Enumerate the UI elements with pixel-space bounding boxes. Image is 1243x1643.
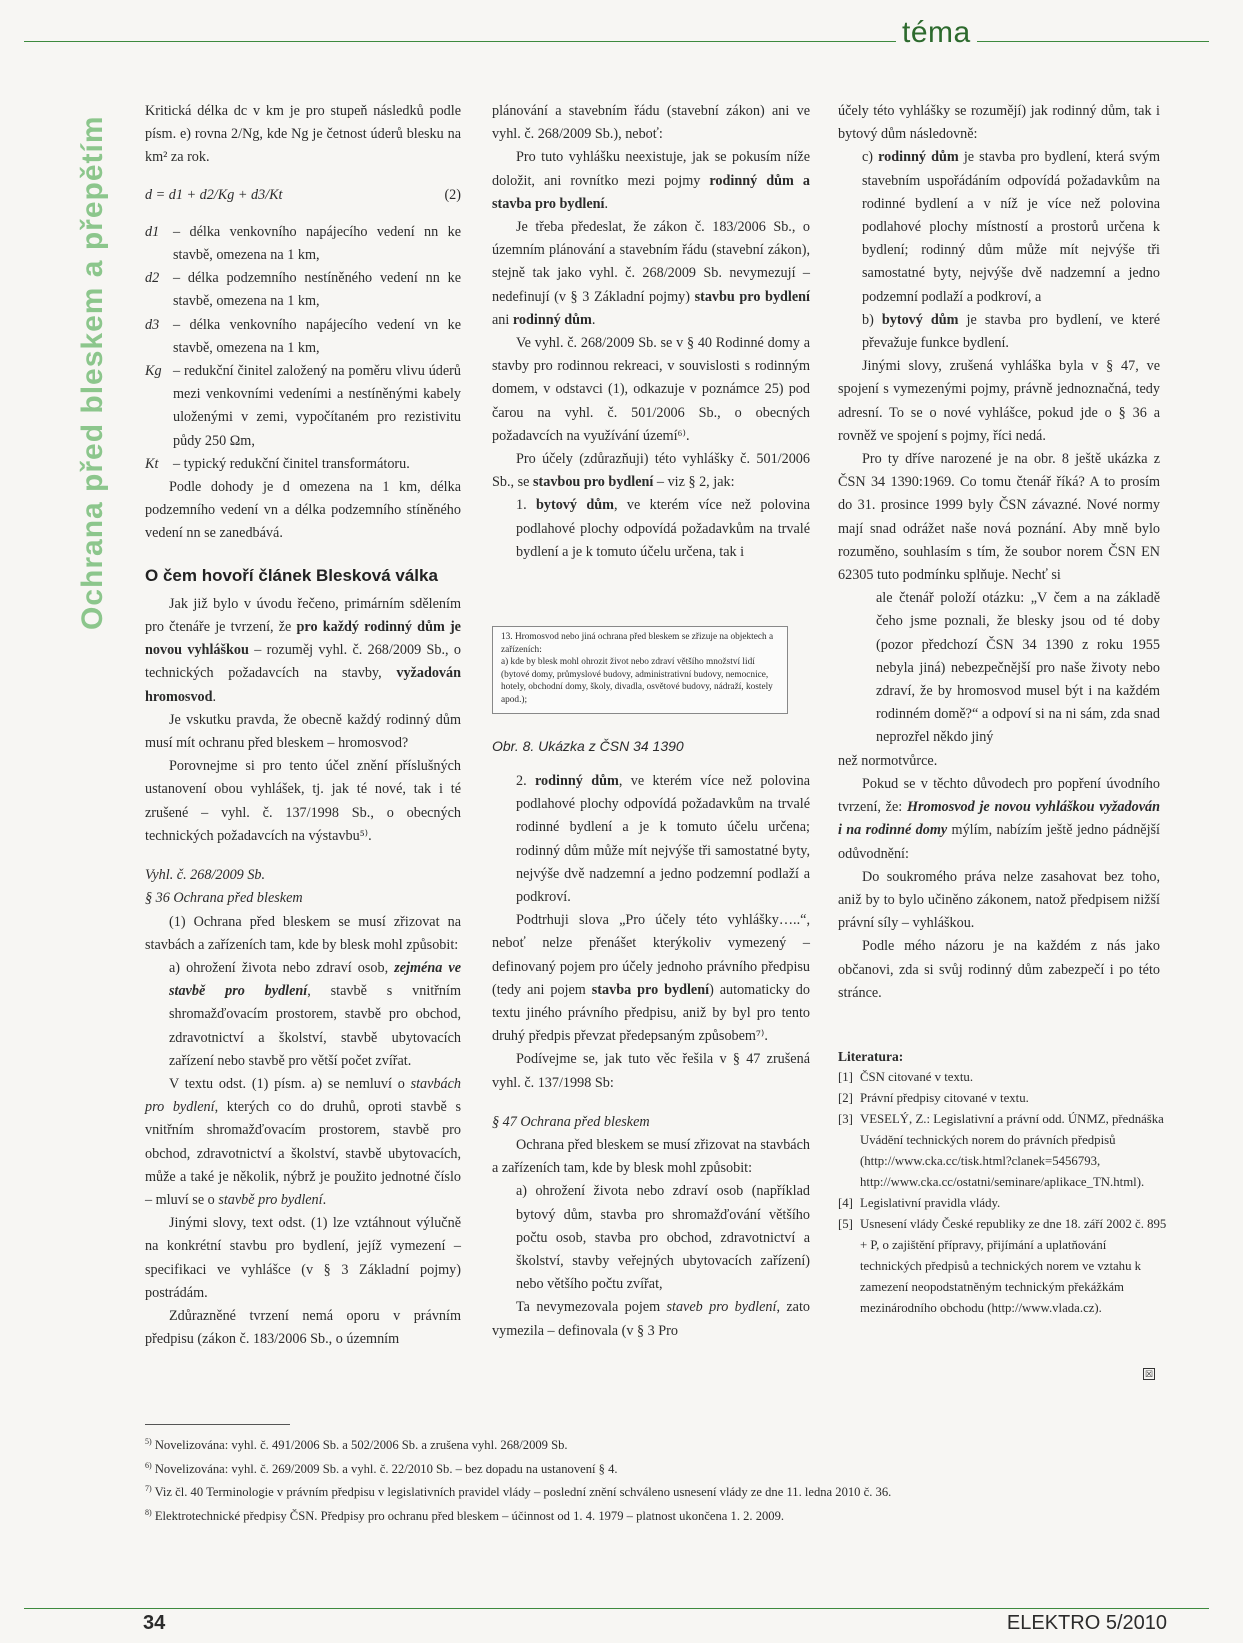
definition-item [145, 314, 461, 360]
equation-number: (2) [444, 186, 461, 203]
paragraph: Kritická délka dc v km je pro stupeň následků podle písm. e) rovna 2/Ng, kde Ng je četnost úderů blesku na km² za rok. [145, 103, 461, 166]
column-2 [492, 100, 810, 564]
definition-symbol: d3 [145, 316, 160, 333]
footnote-rule [145, 1424, 290, 1425]
paragraph: Pro účely (zdůrazňuji) této vyhlášky č. 501/2006 Sb., se stavbou pro bydlení – viz § 2, jak: [492, 451, 810, 491]
definition-text: – délka venkovního napájecího vedení vn ke stavbě, omezena na 1 km, [173, 316, 461, 356]
definition-text: – délka venkovního napájecího vedení nn ke stavbě, omezena na 1 km, [173, 223, 461, 264]
reference-number: [1] [838, 1070, 853, 1084]
column-2-lower [492, 770, 810, 1343]
paragraph: Ve vyhl. č. 268/2009 Sb. se v § 40 Rodinné domy a stavby pro rodinnou rekreaci, v souvislosti s rodinným domem, v odstavci (1), odkazuje v poznámce 25) pod čarou na vyhl. č. 501/2006 Sb., o obecných požadavcích na využívání území⁶⁾. [492, 335, 810, 444]
definition-symbol: Kt [145, 455, 159, 472]
list-item: 1. bytový dům, ve kterém více než polovina podlahové plochy odpovídá požadavkům na trvalé bydlení a je k tomuto účelu určena, tak i [516, 497, 811, 560]
list-item: a) ohrožení života nebo zdraví osob, zejména ve stavbě pro bydlení, stavbě s vnitřním shromažďovacím prostorem, stavbě pro obchod, zdravotnictví a školství, stavbě ubytovacích zařízení nebo stavbě pro větší počet zvířat. [169, 959, 461, 1069]
reference-item [838, 1193, 1168, 1214]
figure-caption: Obr. 8. Ukázka z ČSN 34 1390 [492, 738, 684, 754]
figure-excerpt [492, 626, 788, 714]
paragraph: Jak již bylo v úvodu řečeno, primárním sdělením pro čtenáře je tvrzení, že pro každý rodinný dům je novou vyhláškou – rozuměj vyhl. č. 268/2009 Sb., o technických požadavcích na stavby, vyžadován hromosvod. [145, 595, 461, 705]
footnote-number: 5) [145, 1437, 152, 1446]
paragraph: Je třeba předeslat, že zákon č. 183/2006 Sb., o územním plánování a stavebním řádu (stavební zákon), stejně tak jako vyhl. č. 268/2009 Sb. nevymezují – nedefinují (v § 3 Základní pojmy) stavbu pro bydlení ani rodinný dům. [492, 219, 810, 328]
paragraph: Porovnejme si pro tento účel znění příslušných ustanovení obou vyhlášek, tj. jak té nové, tak i té zrušené – vyhl. č. 137/1998 Sb., o obecných technických požadavcích na výstavbu⁵⁾. [145, 758, 461, 844]
paragraph: Podtrhuji slova „Pro účely této vyhlášky…..“, neboť nelze přenášet kterýkoliv vymezený – definovaný pojem pro účely jednoho právního předpisu (tedy ani pojem stavba pro bydlení) automaticky do textu jiného právního předpisu, aniž by byl pro tento druhý předpis převzat předepsaným způsobem⁷⁾. [492, 912, 810, 1045]
paragraph: Ta nevymezovala pojem staveb pro bydlení, zato vymezila – definovala (v § 3 Pro [492, 1299, 810, 1339]
paragraph: Jinými slovy, text odst. (1) lze vztáhnout výlučně na konkrétní stavbu pro bydlení, jejíž vymezení – specifikaci ve vyhlášce (v § 3 Základní pojmy) postrádám. [145, 1215, 461, 1301]
definition-symbol: Kg [145, 363, 162, 380]
definition-text: – délka podzemního nestíněného vedení nn ke stavbě, omezena na 1 km, [173, 270, 461, 310]
footnote-text: Novelizována: vyhl. č. 491/2006 Sb. a 502/2006 Sb. a zrušena vyhl. 268/2009 Sb. [151, 1438, 568, 1453]
figure-line: a) kde by blesk mohl ohrozit život nebo zdraví většího množství lidí (bytové domy, průmyslové budovy, administrativní budovy, nemocnice, hotely, obchodní domy, školy, divadla, osvětové budovy, nádraží, kostely apod.); [501, 657, 773, 705]
paragraph: V textu odst. (1) písm. a) se nemluví o stavbách pro bydlení, kterých co do druhů, oproti stavbě s vnitřním shromažďovacím prostorem, stavbě pro obchod, zdravotnictví a školství, stavbě ubytovacích, může a také je několik, nýbrž je použito jednotné číslo – mluví se o stavbě pro bydlení. [145, 1075, 461, 1208]
definition-text: – redukční činitel založený na poměru vlivu úderů mezi venkovními vedeními a nestíněnými kabely uloženými v zemi, vypočítaném pro rezistivitu půdy 250 Ωm, [173, 363, 461, 449]
footer-rule [24, 1608, 1209, 1609]
paragraph-continued: než normotvůrce. [838, 752, 938, 769]
equation [145, 184, 461, 207]
paragraph: účely této vyhlášky se rozumějí) jak rodinný dům, tak i bytový dům následovně: [838, 103, 1160, 143]
definition-item [145, 360, 461, 453]
list-item: c) rodinný dům je stavba pro bydlení, která svým stavebním uspořádáním odpovídá požadavkům na rodinné bydlení a v níž je více než polovina podlahové plochy místností a prostorů určena k bydlení; rodinný dům může mít nejvýše tři samostatné byty, nejvýše dvě nadzemní a jedno podzemní podlaží a podkroví, a [862, 149, 1160, 305]
reference-text: ČSN citované v textu. [860, 1070, 974, 1084]
footnote-item [145, 1479, 1165, 1503]
references [838, 1046, 1168, 1319]
definition-symbol: d2 [145, 270, 160, 287]
header-rule [24, 41, 1209, 42]
list-item: b) bytový dům je stavba pro bydlení, ve které převažuje funkce bydlení. [862, 311, 1160, 352]
definition-item [145, 453, 461, 476]
footnote-text: Novelizována: vyhl. č. 269/2009 Sb. a vyhl. č. 22/2010 Sb. – bez dopadu na ustanovení § 4. [151, 1461, 618, 1476]
definition-list [145, 221, 461, 476]
paragraph: Jinými slovy, zrušená vyhláška byla v § 47, ve spojení s vymezenými pojmy, právně jednoznačná, tedy adresní. To se o nové vyhlášce, pokud jde o § 36 a rovněž ve spojení s pojmy, říci nedá. [838, 358, 1160, 444]
references-heading: Literatura: [838, 1049, 904, 1064]
reference-text: Legislativní pravidla vlády. [860, 1196, 1001, 1210]
paragraph: Pro tuto vyhlášku neexistuje, jak se pokusím níže doložit, ani rovnítko mezi pojmy rodinný dům a stavba pro bydlení. [492, 149, 810, 212]
footnote-number: 8) [145, 1508, 152, 1518]
footnote-text: Viz čl. 40 Terminologie v právním předpisu v legislativních pravidel vlády – poslední znění schváleno usnesení vlády ze dne 11. ledna 2010 č. 36. [151, 1485, 892, 1500]
reference-item [838, 1214, 1168, 1319]
paragraph: Ochrana před bleskem se musí zřizovat na stavbách a zařízeních tam, kde by blesk mohl způsobit: [492, 1137, 810, 1177]
column-1 [145, 100, 461, 1351]
footnote-item [145, 1456, 1165, 1480]
definition-item [145, 221, 461, 267]
list-item: a) ohrožení života nebo zdraví osob (například bytový dům, stavba pro shromažďování většího počtu osob, stavba pro obchod, zdravotnictví a školství, stavby veřejných ubytovacích zařízení) nebo většího počtu zvířat, [516, 1183, 810, 1293]
paragraph: Pro ty dříve narozené je na obr. 8 ještě ukázka z ČSN 34 1390:1969. Co tomu čtenář říká? A to prosím do 31. prosince 1999 byly ČSN závazné. Nové normy mají snad odrážet naše nová poznání. Aby mně bylo rozuměno, souhlasím s tím, že soubor norem ČSN EN 62305 tuto podmínku splňuje. Nechť si [838, 451, 1160, 584]
reference-number: [5] [838, 1217, 853, 1231]
paragraph: (1) Ochrana před bleskem se musí zřizovat na stavbách a zařízeních tam, kde by blesk mohl způsobit: [145, 913, 461, 953]
paragraph: Podle dohody je d omezena na 1 km, délka podzemního vedení vn a délka podzemního stíněného vedení nn se zanedbává. [145, 479, 461, 542]
list-item: 2. rodinný dům, ve kterém více než polovina podlahové plochy odpovídá požadavkům na trvalé rodinné bydlení a je k tomuto účelu určena; rodinný dům může mít nejvýše tři samostatné byty, nejvýše dvě nadzemní a jedno podzemní podlaží a podkroví. [516, 773, 811, 906]
law-section: § 36 Ochrana před bleskem [145, 890, 303, 907]
definition-item [145, 267, 461, 313]
section-heading: O čem hovoří článek Blesková válka [145, 565, 438, 585]
footnote-item [145, 1503, 1165, 1527]
reference-text: Usnesení vlády České republiky ze dne 18. září 2002 č. 895 + P, o zajištění přípravy, přijímání a uplatňování technických předpisů a technických norem ve vztahu k zamezení neopodstatněným technickým překážkám mezinárodního obchodu (http://www.vlada.cz). [860, 1217, 1167, 1315]
footnote-item [145, 1432, 1165, 1456]
references-list [838, 1067, 1168, 1319]
definition-text: – typický redukční činitel transformátoru. [173, 455, 410, 472]
reference-number: [3] [838, 1112, 853, 1126]
law-section: § 47 Ochrana před bleskem [492, 1113, 650, 1130]
definition-symbol: d1 [145, 223, 160, 240]
paragraph: plánování a stavebním řádu (stavební zákon) ani ve vyhl. č. 268/2009 Sb.), neboť: [492, 103, 810, 143]
reference-text: Právní předpisy citované v textu. [860, 1091, 1029, 1105]
paragraph: Je vskutku pravda, že obecně každý rodinný dům musí mít ochranu před bleskem – hromosvod? [145, 711, 461, 752]
law-title: Vyhl. č. 268/2009 Sb. [145, 867, 266, 884]
paragraph: Pokud se v těchto důvodech pro popření úvodního tvrzení, že: Hromosvod je novou vyhláškou vyžadován i na rodinné domy mýlím, nabízím ještě jedno pádnější odůvodnění: [838, 775, 1160, 862]
reference-number: [4] [838, 1196, 853, 1210]
end-mark-icon: ☒ [1144, 1369, 1154, 1379]
footnote-number: 7) [145, 1484, 152, 1494]
paragraph: Do soukromého práva nelze zasahovat bez toho, aniž by to bylo učiněno zákonem, natož předpisem nižší právní síly – vyhláškou. [838, 868, 1160, 932]
section-rubric: téma [896, 16, 977, 50]
page-number: 34 [143, 1612, 166, 1634]
reference-item [838, 1067, 1168, 1088]
reference-number: [2] [838, 1091, 853, 1105]
footnote-text: Elektrotechnické předpisy ČSN. Předpisy pro ochranu před bleskem – účinnost od 1. 4. 1979 – platnost ukončena 1. 2. 2009. [151, 1509, 785, 1524]
paragraph: Zdůrazněné tvrzení nemá oporu v právním předpisu (zákon č. 183/2006 Sb., o územním [145, 1307, 461, 1348]
footnote-number: 6) [145, 1460, 152, 1470]
footnotes [145, 1432, 1165, 1527]
paragraph-continued: ale čtenář položí otázku: „V čem a na základě čeho jsme poznali, že blesky jsou od té doby (pozor předchozí ČSN 34 1390 z roku 1955 nebyla jiná) nebezpečnější pro naše životy nebo zdraví, že by hromosvod musel být i na každém rodinném domě?“ a odpoví si na ni sám, zda snad neprozřel někdo jiný [876, 590, 1160, 746]
paragraph: Podle mého názoru je na každém z nás jako občanovi, zda si svůj rodinný dům zabezpečí i po této stránce. [838, 938, 1160, 1001]
paragraph: Podívejme se, jak tuto věc řešila v § 47 zrušená vyhl. č. 137/1998 Sb: [492, 1051, 810, 1091]
reference-item [838, 1088, 1168, 1109]
figure-line: 13. Hromosvod nebo jiná ochrana před bleskem se zřizuje na objektech a zařízeních: [501, 632, 774, 655]
sidebar-title-text: Ochrana před bleskem a přepětím [76, 115, 109, 630]
issue-label: ELEKTRO 5/2010 [1006, 1612, 1167, 1634]
reference-text: VESELÝ, Z.: Legislativní a právní odd. ÚNMZ, přednáška Uvádění technických norem do právních předpisů (http://www.cka.cc/tisk.html?clanek=5456793, http://www.cka.cc/ostatni/seminare/aplikace_TN.html). [860, 1112, 1164, 1189]
column-3 [838, 100, 1160, 1005]
reference-item [838, 1109, 1168, 1193]
equation-text: d = d1 + d2/Kg + d3/Kt [145, 186, 283, 203]
